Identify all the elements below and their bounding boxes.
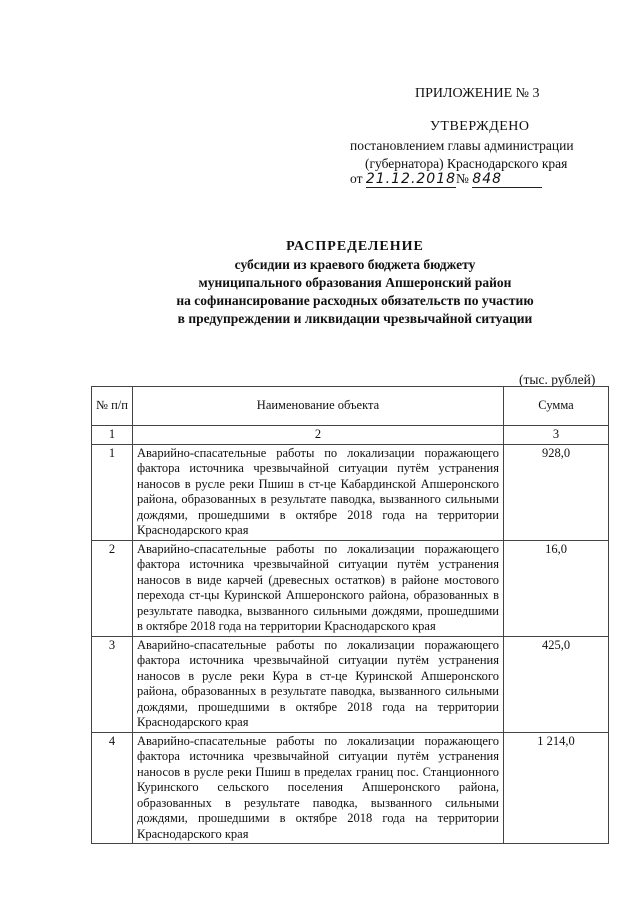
table-row: [92, 732, 609, 844]
header-sum: Сумма: [504, 387, 609, 426]
title-line-4: в предупреждении и ликвидации чрезвычайной ситуации: [177, 311, 533, 326]
title-main: РАСПРЕДЕЛЕНИЕ: [286, 239, 424, 254]
row-name: Аварийно-спасательные работы по локализации поражающего фактора источника чрезвычайной ситуации путём устранения наносов в русле реки Кура в ст-це Куринской Апшеронского района, образованных в результате паводка, вызванного сильными дождями, прошедшими в октябре 2018 года на территории Краснодарского края: [133, 636, 504, 732]
document-title: [120, 238, 590, 328]
units-label: (тыс. рублей): [519, 372, 596, 387]
table-row: [92, 540, 609, 636]
row-sum: 16,0: [504, 540, 609, 636]
row-name: Аварийно-спасательные работы по локализации поражающего фактора источника чрезвычайной ситуации путём устранения наносов в виде карчей (древесных остатков) в районе мостового перехода ст-цы Куринской Апшеронского района, образованных в результате паводка, вызванного сильными дождями, прошедшими в октябре 2018 года на территории Краснодарского края: [133, 540, 504, 636]
row-num: 2: [92, 540, 133, 636]
row-name: Аварийно-спасательные работы по локализации поражающего фактора источника чрезвычайной ситуации путём устранения наносов в русле реки Пшиш в ст-це Кабардинской Апшеронского района, образованных в результате паводка, вызванного сильными дождями, прошедшими в октябре 2018 года на территории Краснодарского края: [133, 444, 504, 540]
index-cell: 1: [92, 426, 133, 445]
number-prefix: №: [456, 171, 469, 186]
handwritten-number: 848: [472, 171, 503, 187]
row-sum: 425,0: [504, 636, 609, 732]
header-num: № п/п: [92, 387, 133, 426]
row-num: 1: [92, 444, 133, 540]
table-row: [92, 636, 609, 732]
handwritten-date: 21.12.2018: [365, 171, 457, 187]
row-sum: 928,0: [504, 444, 609, 540]
index-cell: 2: [133, 426, 504, 445]
row-name: Аварийно-спасательные работы по локализации поражающего фактора источника чрезвычайной ситуации путём устранения наносов в русле реки Пшиш в пределах границ пос. Станционного Куринского сельского поселения Апшеронского района, образованных в результате паводка, вызванного сильными дождями, прошедшими в октябре 2018 года на территории Краснодарского края: [133, 732, 504, 844]
table-index-row: [92, 426, 609, 445]
title-line-1: субсидии из краевого бюджета бюджету: [234, 257, 476, 272]
approval-authority-line: постановлением главы администрации: [350, 138, 574, 153]
row-sum: 1 214,0: [504, 732, 609, 844]
date-prefix: от: [350, 171, 363, 186]
row-num: 3: [92, 636, 133, 732]
table-header-row: [92, 387, 609, 426]
approval-authority-line-2: (губернатора) Краснодарского края: [365, 156, 568, 171]
title-line-3: на софинансирование расходных обязательств по участию: [176, 293, 534, 308]
index-cell: 3: [504, 426, 609, 445]
row-num: 4: [92, 732, 133, 844]
distribution-table: [91, 386, 609, 844]
table-row: [92, 444, 609, 540]
title-line-2: муниципального образования Апшеронский район: [198, 275, 512, 290]
date-field: [366, 171, 456, 188]
number-field: [472, 171, 542, 188]
approved-label: УТВЕРЖДЕНО: [430, 119, 530, 134]
appendix-label: ПРИЛОЖЕНИЕ № 3: [415, 86, 540, 101]
header-name: Наименование объекта: [133, 387, 504, 426]
approval-date-line: [350, 171, 590, 188]
